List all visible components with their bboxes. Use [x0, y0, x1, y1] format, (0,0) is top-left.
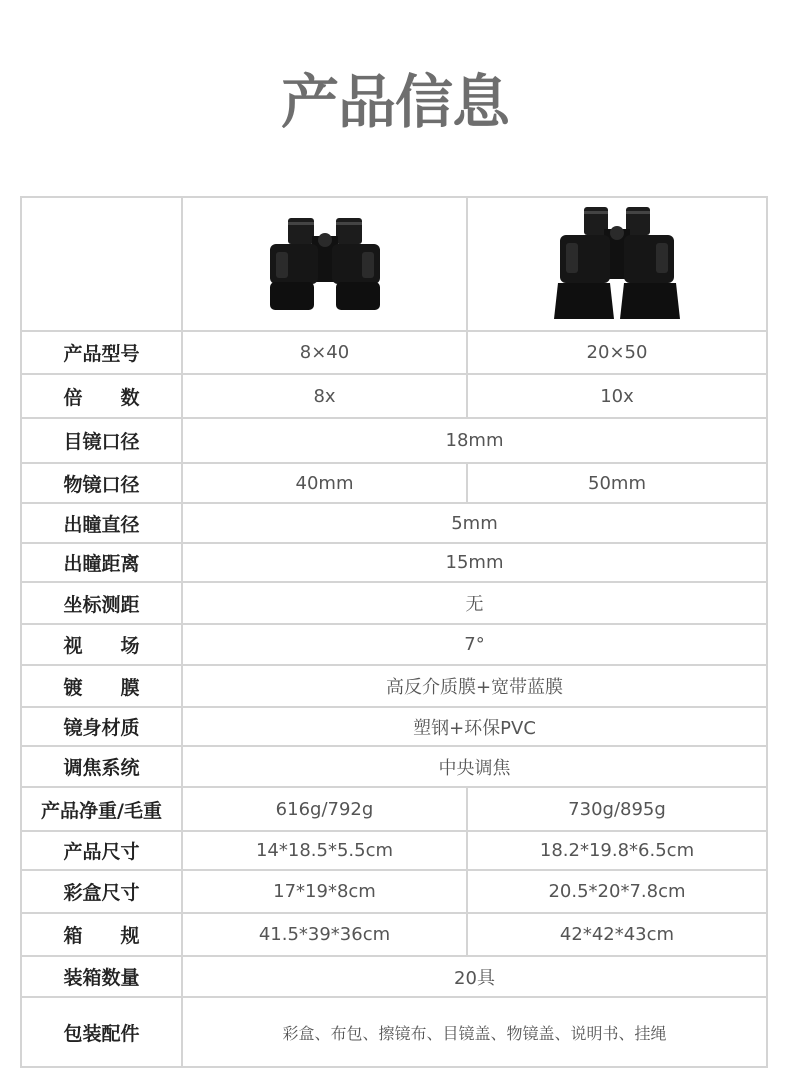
value-shared: 高反介质膜+宽带蓝膜 [182, 665, 767, 707]
spec-row [21, 582, 767, 624]
value-shared: 20具 [182, 956, 767, 997]
value-model-2: 42*42*43cm [467, 913, 767, 956]
binoculars-icon [260, 214, 390, 314]
value-model-1: 41.5*39*36cm [182, 913, 467, 956]
value-shared: 中央调焦 [182, 746, 767, 787]
row-label: 装箱数量 [21, 956, 182, 997]
value-model-1: 14*18.5*5.5cm [182, 831, 467, 870]
empty-cell [21, 197, 182, 331]
value-shared: 15mm [182, 543, 767, 582]
value-model-1: 17*19*8cm [182, 870, 467, 913]
row-label: 出瞳距离 [21, 543, 182, 582]
row-label: 镜身材质 [21, 707, 182, 746]
value-model-1: 8x [182, 374, 467, 418]
value-shared: 5mm [182, 503, 767, 543]
row-label: 坐标测距 [21, 582, 182, 624]
value-shared: 无 [182, 582, 767, 624]
spec-row [21, 997, 767, 1067]
row-label: 目镜口径 [21, 418, 182, 463]
spec-row [21, 870, 767, 913]
spec-row [21, 913, 767, 956]
product-image-8x40 [182, 197, 467, 331]
value-model-1: 40mm [182, 463, 467, 503]
value-shared: 7° [182, 624, 767, 665]
spec-row [21, 374, 767, 418]
row-label: 产品尺寸 [21, 831, 182, 870]
value-shared: 彩盒、布包、擦镜布、目镜盖、物镜盖、说明书、挂绳 [182, 997, 767, 1067]
spec-row [21, 331, 767, 374]
value-model-2: 18.2*19.8*6.5cm [467, 831, 767, 870]
image-row [21, 197, 767, 331]
value-model-2: 20×50 [467, 331, 767, 374]
row-label: 包装配件 [21, 997, 182, 1067]
row-label: 镀 膜 [21, 665, 182, 707]
value-shared: 塑钢+环保PVC [182, 707, 767, 746]
row-label: 调焦系统 [21, 746, 182, 787]
spec-row [21, 418, 767, 463]
page-title: 产品信息 [280, 68, 509, 136]
spec-row [21, 503, 767, 543]
value-model-2: 20.5*20*7.8cm [467, 870, 767, 913]
spec-row [21, 831, 767, 870]
spec-row [21, 956, 767, 997]
spec-row [21, 787, 767, 831]
value-model-1: 8×40 [182, 331, 467, 374]
row-label: 产品型号 [21, 331, 182, 374]
spec-row [21, 624, 767, 665]
row-label: 箱 规 [21, 913, 182, 956]
binoculars-icon [552, 205, 682, 323]
value-model-2: 50mm [467, 463, 767, 503]
value-model-2: 730g/895g [467, 787, 767, 831]
spec-row [21, 746, 767, 787]
value-model-1: 616g/792g [182, 787, 467, 831]
row-label: 出瞳直径 [21, 503, 182, 543]
row-label: 物镜口径 [21, 463, 182, 503]
row-label: 视 场 [21, 624, 182, 665]
spec-row [21, 707, 767, 746]
spec-row [21, 543, 767, 582]
spec-row [21, 665, 767, 707]
row-label: 倍 数 [21, 374, 182, 418]
value-model-2: 10x [467, 374, 767, 418]
product-image-20x50 [467, 197, 767, 331]
spec-table [20, 196, 768, 1068]
value-shared: 18mm [182, 418, 767, 463]
row-label: 产品净重/毛重 [21, 787, 182, 831]
spec-row [21, 463, 767, 503]
row-label: 彩盒尺寸 [21, 870, 182, 913]
